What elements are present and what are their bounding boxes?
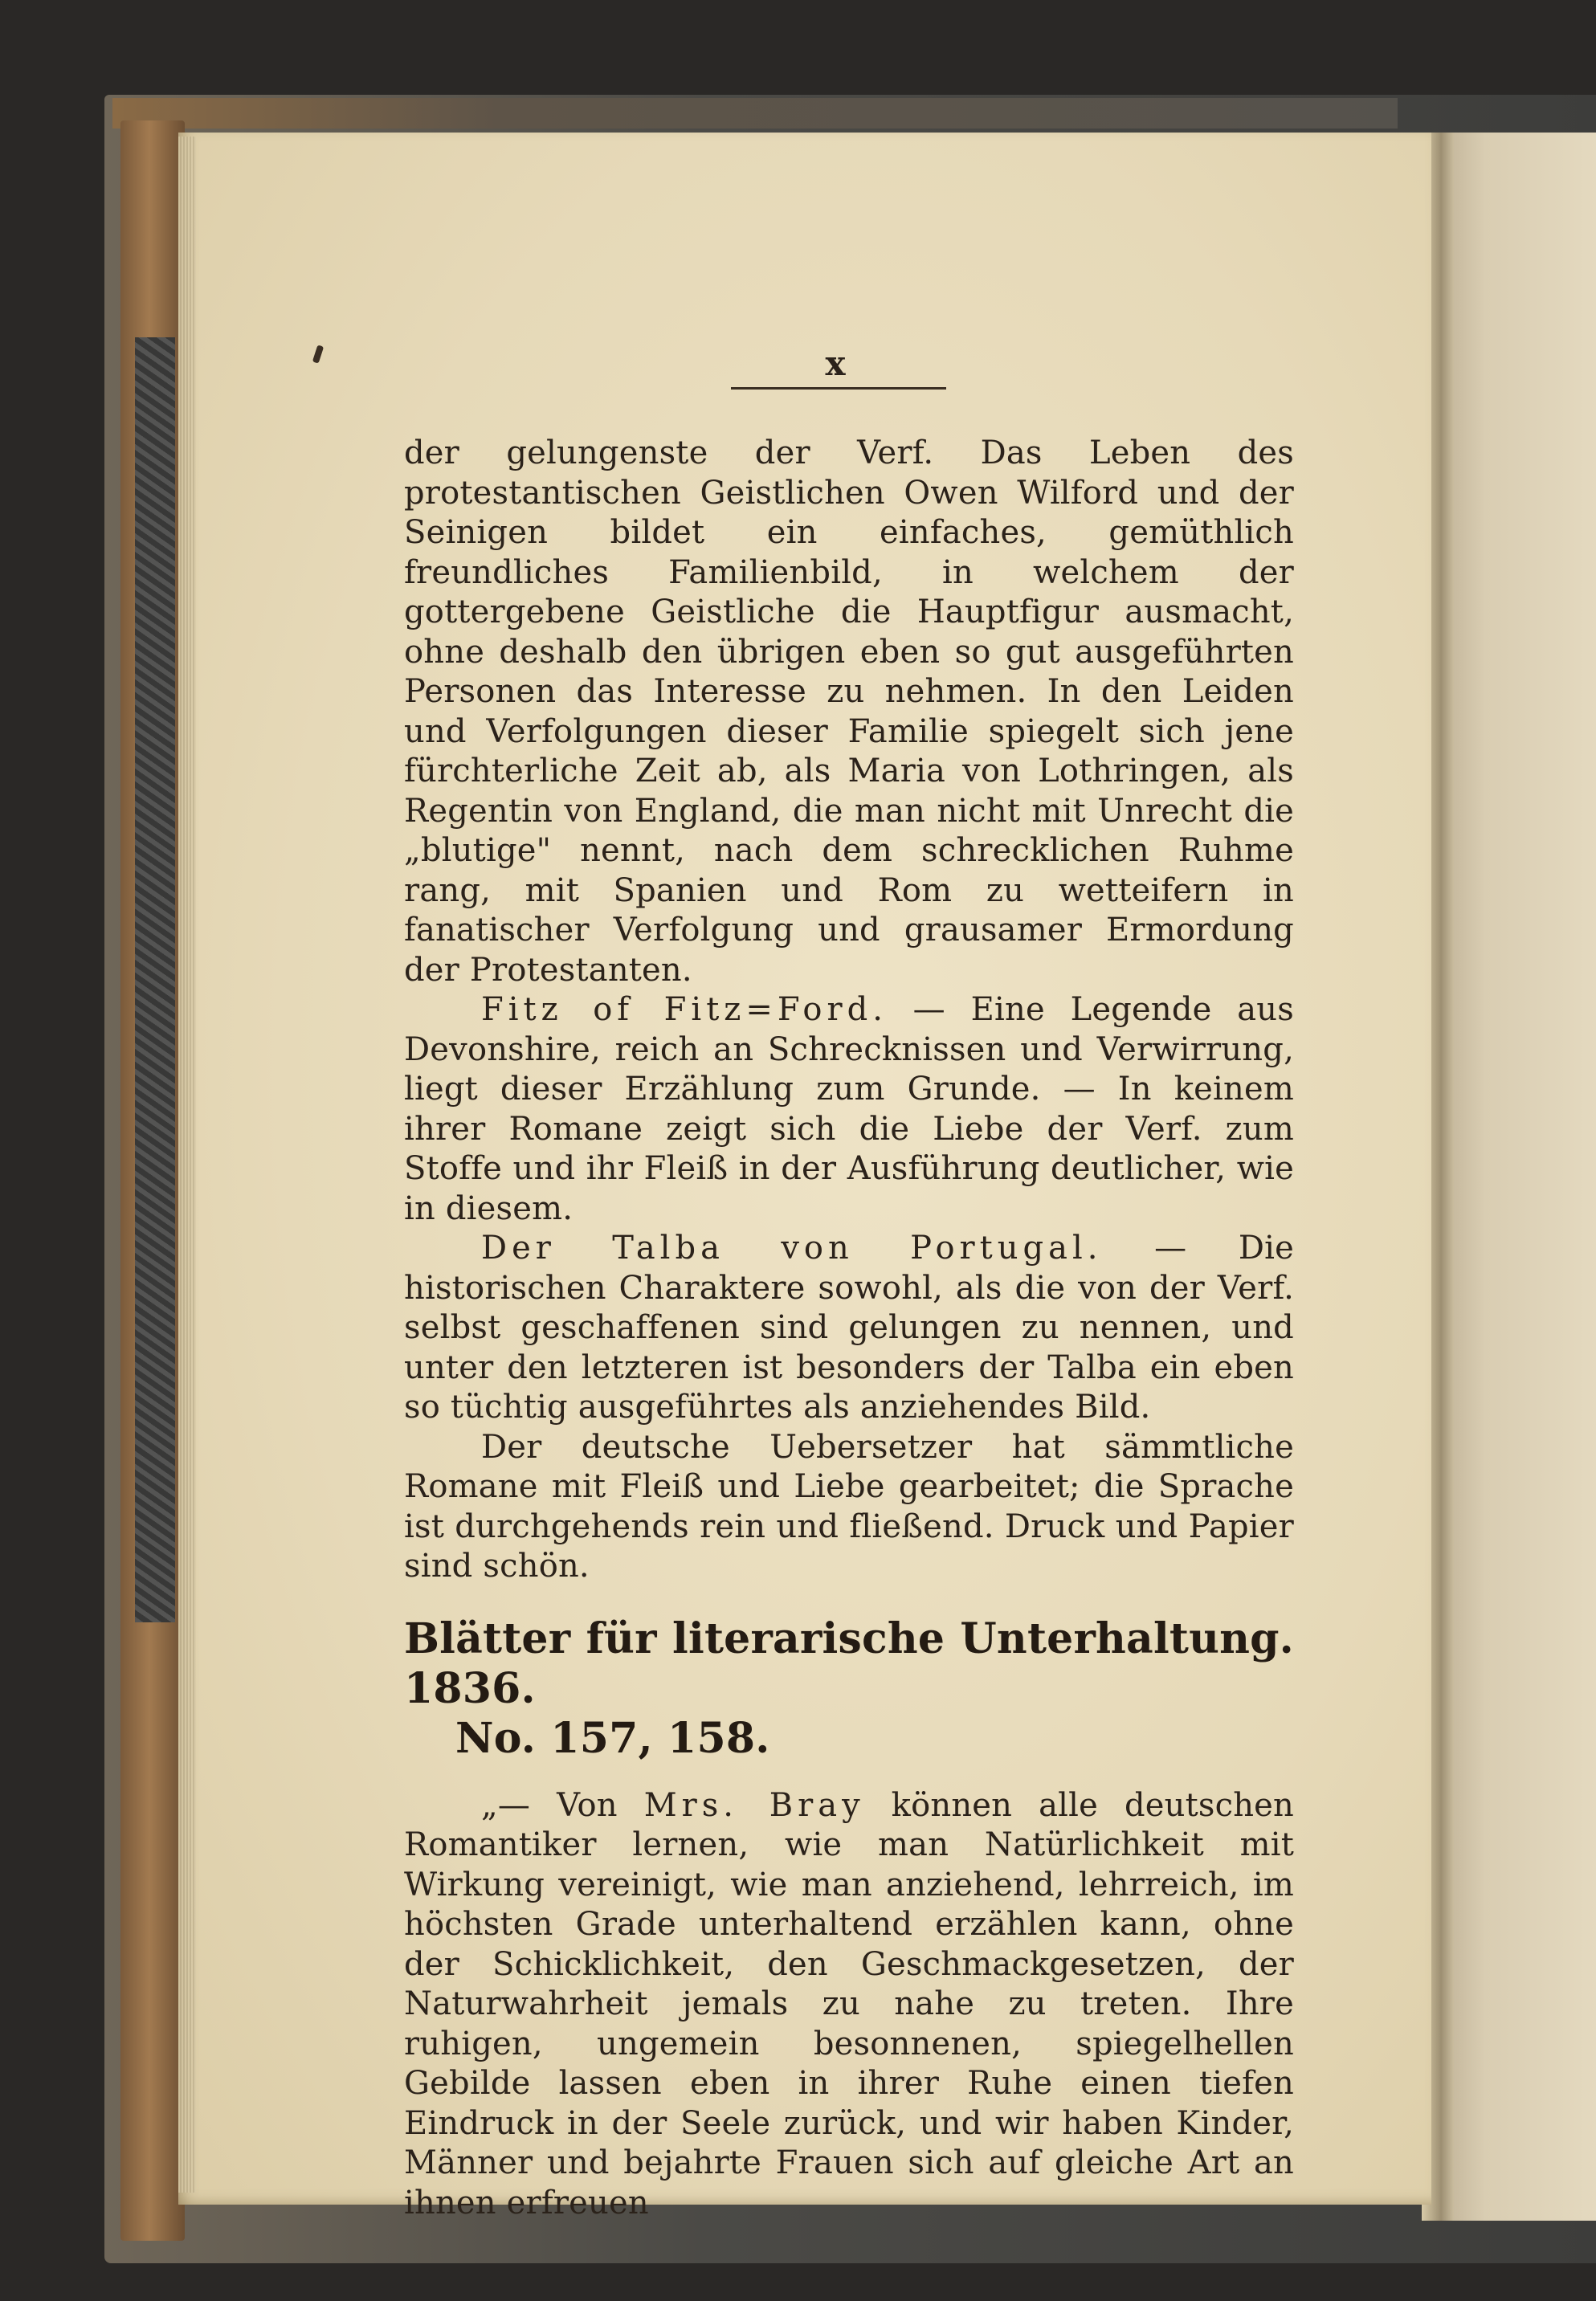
page-body	[404, 434, 1294, 2223]
heading-line-1: Blätter für literarische Unterhaltung. 1836.	[404, 1614, 1294, 1713]
quote-text: können alle deutschen Romantiker lernen, wie man Natürlichkeit mit Wirkung vereinigt, wie man anziehend, lehrreich, im höchsten Grade unterhaltend erzählen kann, ohne der Schicklichkeit, den Geschmackgesetzen, der Naturwahrheit jemals zu nahe zu treten. Ihre ruhigen, ungemein besonnenen, spiegelhellen Gebilde lassen eben in ihrer Ruhe einen tiefen Eindruck in der Seele zurück, und wir haben Kinder, Männer und bejahrte Frauen sich auf gleiche Art an ihnen erfreuen	[404, 1786, 1294, 2221]
paragraph-text: der gelungenste der Verf. Das Leben des protestantischen Geistlichen Owen Wilford und der Seinigen bildet ein einfaches, gemüthlich freundliches Familienbild, in welchem der gottergebene Geistliche die Hauptfigur ausmacht, ohne deshalb den übrigen eben so gut ausgeführten Personen das Interesse zu nehmen. In den Leiden und Verfolgungen dieser Familie spiegelt sich jene fürchterliche Zeit ab, als Maria von Lothringen, als Regentin von England, die man nicht mit Unrecht die „blutige" nennt, nach dem schrecklichen Ruhme rang, mit Spanien und Rom zu wetteifern in fanatischer Verfolgung und grausamer Ermordung der Protestanten.	[404, 434, 1294, 989]
quote-paragraph	[404, 1786, 1294, 2224]
cover-top-edge	[112, 98, 1398, 129]
section-heading	[404, 1614, 1294, 1764]
paragraph-4	[404, 1428, 1294, 1587]
page-number: x	[825, 344, 846, 383]
paragraph-text: Der deutsche Uebersetzer hat sämmtliche Romane mit Fleiß und Liebe gearbeitet; die Sprache ist durchgehends rein und fließend. Druck und Papier sind schön.	[404, 1428, 1294, 1585]
heading-line-2: No. 157, 158.	[455, 1713, 770, 1763]
work-title-spaced: Fitz of Fitz=Ford.	[481, 991, 888, 1028]
quote-lead: „— Von	[481, 1786, 644, 1824]
page-stack-edges	[178, 137, 196, 2193]
paragraph-text: — Die historischen Charaktere sowohl, als die von der Verf. selbst geschaffenen sind gelungen zu nennen, und unter den letzteren ist besonders der Talba ein eben so tüchtig ausgeführtes als anziehendes Bild.	[404, 1230, 1294, 1426]
author-name-spaced: Mrs. Bray	[643, 1786, 865, 1824]
work-title-spaced: Der Talba von Portugal.	[481, 1230, 1103, 1267]
paragraph-1	[404, 434, 1294, 990]
paragraph-3	[404, 1229, 1294, 1428]
paragraph-text: — Eine Legende aus Devonshire, reich an Schrecknissen und Verwirrung, liegt dieser Erzählung zum Grunde. — In keinem ihrer Romane zeigt sich die Liebe der Verf. zum Stoffe und ihr Fleiß in der Ausführung deutlicher, wie in diesem.	[404, 991, 1294, 1227]
facing-page-edge	[1438, 133, 1596, 2221]
paragraph-2	[404, 990, 1294, 1229]
marbled-board	[135, 337, 175, 1622]
page-number-rule	[731, 387, 946, 390]
